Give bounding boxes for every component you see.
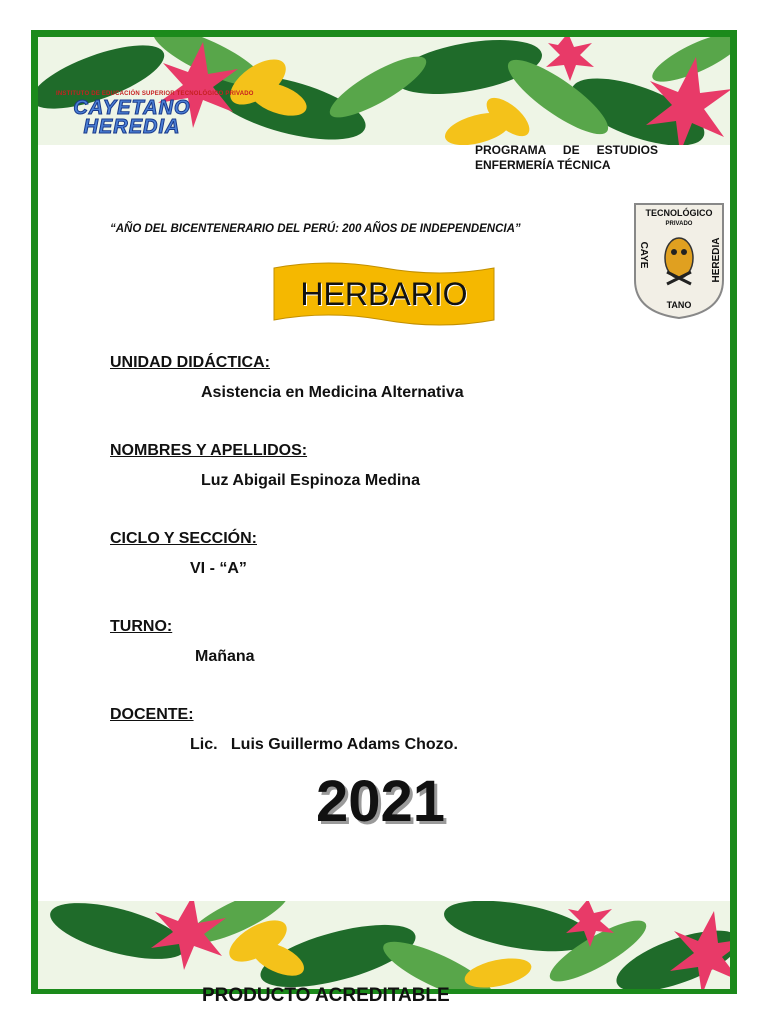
docente-value: Lic. Luis Guillermo Adams Chozo. bbox=[190, 736, 458, 753]
footer-text: PRODUCTO ACREDITABLE bbox=[202, 985, 450, 1006]
institute-name bbox=[52, 99, 212, 137]
nombres-label: NOMBRES Y APELLIDOS: bbox=[110, 442, 308, 459]
year-number: 2021 bbox=[316, 769, 446, 834]
seal-line2: PRIVADO bbox=[665, 221, 693, 227]
institute-name-line2: HEREDIA bbox=[83, 116, 181, 138]
page-frame bbox=[31, 30, 737, 994]
institute-seal-logo bbox=[631, 200, 727, 320]
year-motto: “AÑO DEL BICENTENERARIO DEL PERÚ: 200 AÑOS DE INDEPENDENCIA” bbox=[110, 223, 521, 235]
top-floral-banner bbox=[38, 37, 730, 145]
nombres-value: Luz Abigail Espinoza Medina bbox=[201, 472, 420, 489]
institute-small-text: INSTITUTO DE EDUCACIÓN SUPERIOR TECNOLÓGICO PRIVADO bbox=[56, 91, 254, 97]
docente-label: DOCENTE: bbox=[110, 706, 194, 723]
bottom-floral-banner bbox=[38, 901, 730, 989]
svg-text:TANO: TANO bbox=[666, 300, 692, 310]
institute-name-line1: CAYETANO bbox=[73, 97, 191, 119]
ciclo-value: VI - “A” bbox=[190, 560, 247, 577]
turno-value: Mañana bbox=[195, 648, 255, 665]
unidad-value: Asistencia en Medicina Alternativa bbox=[201, 384, 464, 401]
svg-text:HEREDIA: HEREDIA bbox=[711, 237, 722, 283]
unidad-label: UNIDAD DIDÁCTICA: bbox=[110, 354, 270, 371]
document-title: HERBARIO bbox=[300, 276, 468, 312]
turno-label: TURNO: bbox=[110, 618, 173, 635]
ciclo-label: CICLO Y SECCIÓN: bbox=[110, 530, 257, 547]
seal-line1: TECNOLÓGICO bbox=[645, 208, 713, 218]
program-text: PROGRAMA DE ESTUDIOS ENFERMERÍA TÉCNICA bbox=[475, 143, 658, 172]
svg-text:CAYE: CAYE bbox=[638, 241, 649, 269]
